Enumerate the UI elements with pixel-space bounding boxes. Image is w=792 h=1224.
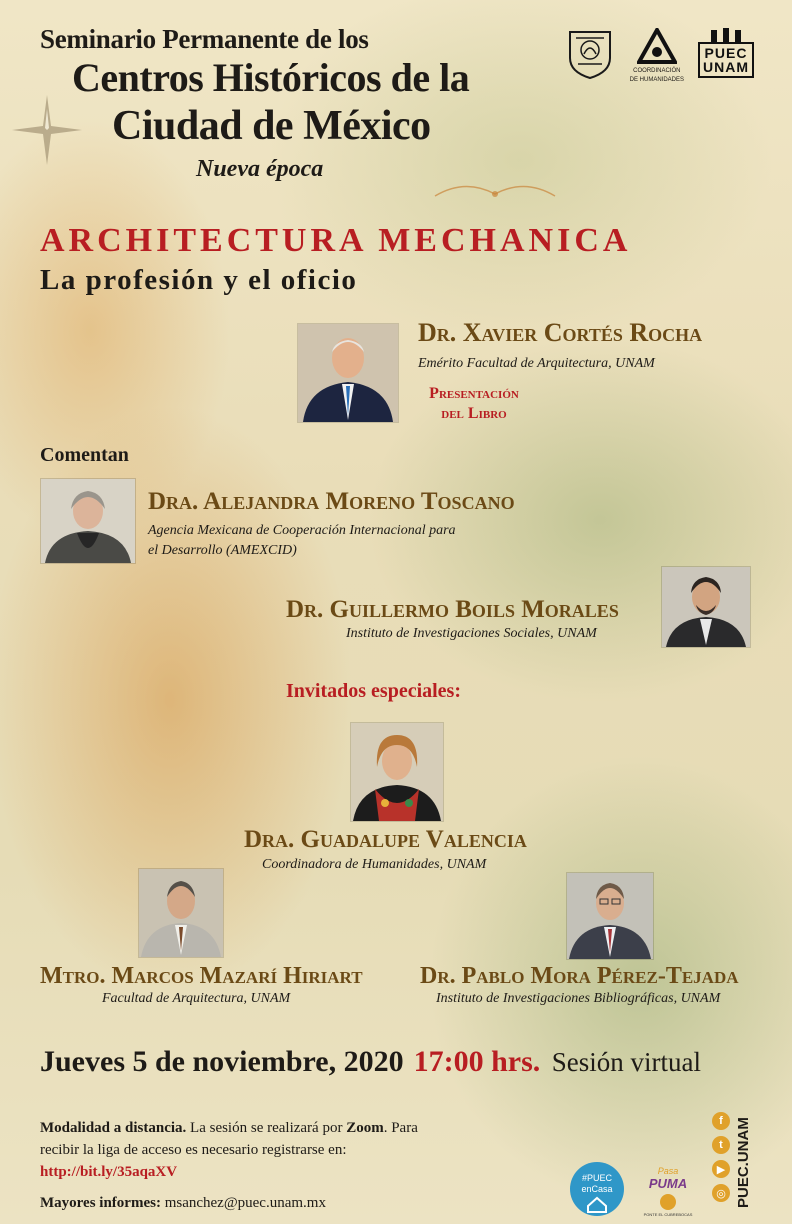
unam-logo	[564, 28, 616, 80]
guest-name-pablo: Dr. Pablo Mora Pérez-Tejada	[420, 963, 739, 989]
registration-bold2: Zoom	[346, 1120, 384, 1136]
commentator-photo-guillermo	[661, 566, 751, 648]
commentators-heading: Comentan	[40, 444, 129, 466]
guest-name-marcos: Mtro. Marcos Mazarí Hiriart	[40, 963, 363, 989]
portrait-xavier-icon	[298, 324, 398, 422]
presenter-photo	[297, 323, 399, 423]
puec-top-text: PUEC	[704, 45, 748, 61]
twitter-icon[interactable]: t	[712, 1136, 730, 1154]
portrait-alejandra-icon	[41, 479, 135, 563]
youtube-icon[interactable]: ▶	[712, 1160, 730, 1178]
guest-affiliation-pablo: Instituto de Investigaciones Bibliográficas, UNAM	[436, 991, 721, 1006]
coordinacion-humanidades-logo	[630, 28, 684, 84]
portrait-guillermo-icon	[662, 567, 750, 647]
event-subtitle: La profesión y el oficio	[40, 264, 358, 296]
contact-label: Mayores informes:	[40, 1195, 161, 1211]
facebook-icon[interactable]: f	[712, 1112, 730, 1130]
puec-logo	[698, 28, 754, 78]
contact-info	[40, 1195, 326, 1212]
pasa-puma-badge-icon	[640, 1162, 696, 1218]
registration-bold1: Modalidad a distancia.	[40, 1120, 187, 1136]
logo-group	[564, 28, 754, 84]
commentator-affiliation-alejandra-line2: el Desarrollo (AMEXCID)	[148, 543, 297, 558]
seminar-epoch: Nueva época	[196, 156, 324, 182]
presenter-name: Dr. Xavier Cortés Rocha	[418, 318, 703, 347]
guest-name-guadalupe: Dra. Guadalupe Valencia	[244, 826, 527, 853]
coordinacion-caption-1: COORDINACIÓN	[633, 68, 681, 74]
social-handle	[732, 1110, 754, 1210]
ornament-icon	[430, 176, 560, 206]
event-mode: Sesión virtual	[551, 1047, 702, 1077]
compass-rose-icon	[12, 95, 82, 165]
encasa-text-1: #PUEC	[581, 1173, 613, 1183]
presenter-role-line2: del Libro	[441, 405, 507, 422]
seminar-title-line2: Centros Históricos de la	[72, 55, 470, 100]
social-handle-text: PUEC.UNAM	[735, 1117, 752, 1208]
unam-shield-icon	[564, 28, 616, 80]
commentator-name-guillermo: Dr. Guillermo Boils Morales	[286, 596, 619, 623]
presenter-affiliation: Emérito Facultad de Arquitectura, UNAM	[418, 356, 655, 371]
guest-photo-guadalupe	[350, 722, 444, 822]
contact-email[interactable]: msanchez@puec.unam.mx	[164, 1195, 326, 1211]
event-time: 17:00 hrs.	[413, 1045, 541, 1078]
coordinacion-emblem-icon	[637, 28, 677, 66]
portrait-marcos-icon	[139, 869, 223, 957]
puec-bottom-text: UNAM	[703, 59, 749, 75]
portrait-pablo-icon	[567, 873, 653, 959]
social-icons	[712, 1112, 730, 1202]
event-date: Jueves 5 de noviembre, 2020	[40, 1045, 404, 1078]
commentator-affiliation-alejandra-line1: Agencia Mexicana de Cooperación Internacional para	[148, 523, 456, 538]
registration-text2: . Para recibir la liga de acceso es necesario registrarse en:	[40, 1120, 418, 1158]
coordinacion-caption-2: DE HUMANIDADES	[629, 77, 684, 83]
registration-link[interactable]: http://bit.ly/35aqaXV	[40, 1164, 178, 1180]
puec-encasa-badge-icon	[568, 1160, 626, 1218]
puma-text-1: Pasa	[657, 1166, 679, 1176]
encasa-text-2: enCasa	[581, 1184, 613, 1194]
guest-photo-marcos	[138, 868, 224, 958]
guest-affiliation-marcos: Facultad de Arquitectura, UNAM	[102, 991, 291, 1006]
commentator-name-alejandra: Dra. Alejandra Moreno Toscano	[148, 488, 515, 515]
presenter-role-line1: Presentación	[429, 385, 519, 402]
presenter-role	[414, 384, 534, 424]
puma-text-2: PUMA	[648, 1176, 688, 1191]
puec-wordmark	[698, 42, 754, 78]
puma-text-3: PONTE EL CUBREBOCAS	[643, 1212, 693, 1217]
portrait-guadalupe-icon	[351, 723, 443, 821]
registration-text1: La sesión se realizará por	[190, 1120, 343, 1136]
commentator-affiliation-alejandra	[148, 521, 548, 561]
puec-tower-icon	[709, 28, 743, 42]
instagram-icon[interactable]: ◎	[712, 1184, 730, 1202]
commentator-photo-alejandra	[40, 478, 136, 564]
commentator-affiliation-guillermo: Instituto de Investigaciones Sociales, UNAM	[346, 626, 597, 641]
registration-info	[40, 1117, 440, 1183]
seminar-title-line1: Seminario Permanente de los	[40, 24, 369, 54]
guest-affiliation-guadalupe: Coordinadora de Humanidades, UNAM	[262, 857, 487, 872]
guest-photo-pablo	[566, 872, 654, 960]
event-title: ARCHITECTURA MECHANICA	[40, 222, 632, 259]
schedule-line	[40, 1045, 701, 1079]
guests-heading: Invitados especiales:	[286, 680, 461, 702]
seminar-title-line3: Ciudad de México	[112, 103, 431, 149]
